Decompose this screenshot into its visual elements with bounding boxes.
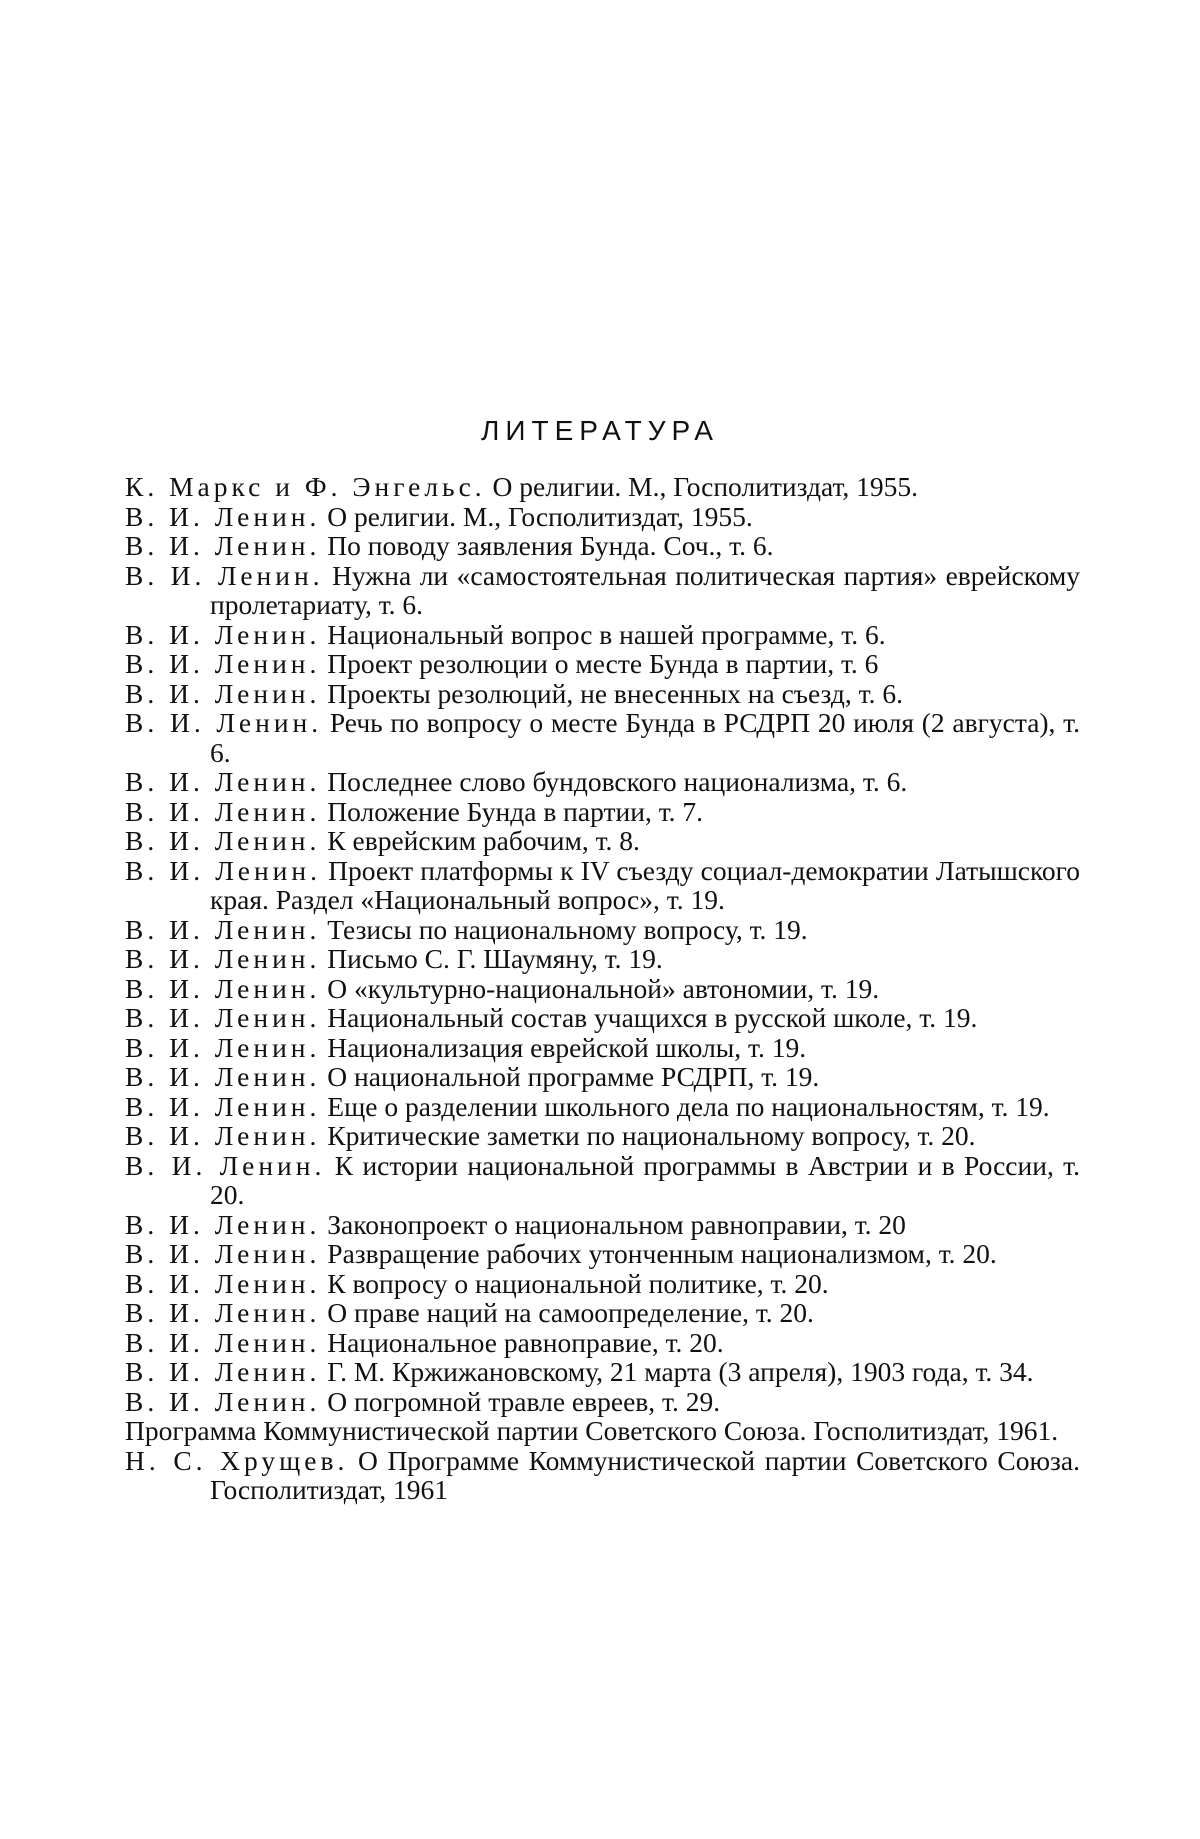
entry-author: В. И. Ленин. bbox=[125, 1267, 321, 1299]
page-title: ЛИТЕРАТУРА bbox=[481, 415, 719, 446]
entry-author: В. И. Ленин. bbox=[125, 913, 321, 945]
entry-text: Речь по вопросу о месте Бунда в РСДРП 20 июля (2 августа), т. 6. bbox=[210, 707, 1080, 768]
bibliography-entry bbox=[125, 1269, 1080, 1299]
entry-text: Национальный вопрос в нашей программе, т. 6. bbox=[327, 618, 886, 650]
bibliography-entry bbox=[125, 1239, 1080, 1269]
bibliography-entry bbox=[125, 531, 1080, 561]
entry-text: Последнее слово бундовского национализма, т. 6. bbox=[327, 766, 908, 797]
entry-author: В. И. Ленин. bbox=[125, 1297, 321, 1328]
entry-text: О религии. М., Госполитиздат, 1955. bbox=[492, 471, 919, 502]
entry-text: Проекты резолюций, не внесенных на съезд, т. 6. bbox=[327, 677, 903, 709]
entry-author: В. И. Ленин. bbox=[125, 795, 321, 827]
entry-author: В. И. Ленин. bbox=[125, 1356, 321, 1387]
bibliography-entry bbox=[125, 1446, 1080, 1505]
bibliography-entry bbox=[125, 1210, 1080, 1240]
bibliography-entry bbox=[125, 1033, 1080, 1063]
entry-text: Национализация еврейской школы, т. 19. bbox=[327, 1031, 807, 1063]
entry-text: Положение Бунда в партии, т. 7. bbox=[327, 795, 704, 827]
entry-text: О «культурно-национальной» автономии, т. 19. bbox=[327, 972, 880, 1004]
entry-author: В. И. Ленин. bbox=[125, 500, 321, 532]
bibliography-entry bbox=[125, 1357, 1080, 1387]
entry-author: В. И. Ленин. bbox=[125, 825, 321, 856]
entry-author: В. И. Ленин. bbox=[125, 1149, 326, 1181]
entry-author: В. И. Ленин. bbox=[125, 1031, 321, 1063]
entry-text: Письмо С. Г. Шаумяну, т. 19. bbox=[327, 943, 663, 974]
bibliography-entry bbox=[125, 767, 1080, 797]
bibliography-entry bbox=[125, 1298, 1080, 1328]
bibliography-entry bbox=[125, 1003, 1080, 1033]
entry-text: Тезисы по национальному вопросу, т. 19. bbox=[327, 913, 808, 945]
entry-author: В. И. Ленин. bbox=[125, 1061, 321, 1092]
bibliography-entry bbox=[125, 561, 1080, 620]
bibliography-entry bbox=[125, 1151, 1080, 1210]
bibliography-entry bbox=[125, 1092, 1080, 1122]
entry-author: В. И. Ленин. bbox=[125, 972, 321, 1004]
entry-author: В. И. Ленин. bbox=[125, 854, 321, 886]
entry-author: В. И. Ленин. bbox=[125, 1208, 321, 1240]
bibliography-entry bbox=[125, 472, 1080, 502]
bibliography-list bbox=[125, 472, 1080, 1505]
entry-author: В. И. Ленин. bbox=[125, 677, 321, 709]
bibliography-entry bbox=[125, 1062, 1080, 1092]
entry-text: Критические заметки по национальному вопросу, т. 20. bbox=[327, 1120, 976, 1151]
entry-text: О Программе Коммунистической партии Советского Союза. Госполитиздат, 1961 bbox=[210, 1444, 1080, 1505]
entry-author: В. И. Ленин. bbox=[125, 1238, 321, 1269]
entry-text: Национальное равноправие, т. 20. bbox=[327, 1326, 724, 1358]
entry-text: К еврейским рабочим, т. 8. bbox=[327, 825, 640, 856]
entry-author: В. И. Ленин. bbox=[125, 1090, 321, 1122]
entry-text: Еще о разделении школьного дела по национальностям, т. 19. bbox=[327, 1090, 1050, 1122]
entry-author: В. И. Ленин. bbox=[125, 1120, 321, 1151]
entry-text: К истории национальной программы в Австрии и в России, т. 20. bbox=[210, 1149, 1081, 1210]
bibliography-entry bbox=[125, 708, 1080, 767]
bibliography-entry bbox=[125, 620, 1080, 650]
bibliography-entry bbox=[125, 797, 1080, 827]
entry-author: В. И. Ленин. bbox=[125, 707, 323, 738]
entry-text: Национальный состав учащихся в русской школе, т. 19. bbox=[327, 1002, 978, 1033]
bibliography-entry bbox=[125, 826, 1080, 856]
entry-author: В. И. Ленин. bbox=[125, 618, 321, 650]
bibliography-entry bbox=[125, 944, 1080, 974]
entry-text: О национальной программе РСДРП, т. 19. bbox=[327, 1061, 820, 1092]
bibliography-entry bbox=[125, 679, 1080, 709]
bibliography-entry bbox=[125, 649, 1080, 679]
entry-text: О религии. М., Госполитиздат, 1955. bbox=[327, 500, 753, 532]
entry-text: Нужна ли «самостоятельная политическая партия» еврейскому пролетариату, т. 6. bbox=[210, 559, 1080, 620]
bibliography-entry bbox=[125, 1121, 1080, 1151]
entry-text: К вопросу о национальной политике, т. 20. bbox=[327, 1267, 829, 1299]
entry-author: В. И. Ленин. bbox=[125, 1326, 321, 1358]
entry-author: В. И. Ленин. bbox=[125, 559, 324, 591]
bibliography-entry bbox=[125, 1416, 1080, 1446]
entry-author: В. И. Ленин. bbox=[125, 648, 321, 679]
entry-text: Проект резолюции о месте Бунда в партии, т. 6 bbox=[327, 648, 879, 679]
bibliography-entry bbox=[125, 502, 1080, 532]
entry-text: По поводу заявления Бунда. Соч., т. 6. bbox=[327, 530, 774, 561]
entry-author: В. И. Ленин. bbox=[125, 1385, 321, 1417]
entry-text: Программа Коммунистической партии Советского Союза. Госполитиздат, 1961. bbox=[125, 1415, 1059, 1446]
entry-author: В. И. Ленин. bbox=[125, 766, 321, 797]
entry-author: В. И. Ленин. bbox=[125, 943, 321, 974]
bibliography-entry bbox=[125, 856, 1080, 915]
entry-author: В. И. Ленин. bbox=[125, 1002, 321, 1033]
entry-author: К. Маркс и Ф. Энгельс. bbox=[125, 471, 486, 502]
entry-text: Г. М. Кржижановскому, 21 марта (3 апреля), 1903 года, т. 34. bbox=[327, 1356, 1034, 1387]
entry-text: О праве наций на самоопределение, т. 20. bbox=[327, 1297, 814, 1328]
bibliography-entry bbox=[125, 974, 1080, 1004]
bibliography-entry bbox=[125, 1387, 1080, 1417]
entry-text: Развращение рабочих утонченным национализмом, т. 20. bbox=[327, 1238, 997, 1269]
entry-text: О погромной травле евреев, т. 29. bbox=[327, 1385, 721, 1417]
bibliography-entry bbox=[125, 1328, 1080, 1358]
entry-author: В. И. Ленин. bbox=[125, 530, 321, 561]
bibliography-entry bbox=[125, 915, 1080, 945]
entry-author: Н. С. Хрущев. bbox=[125, 1444, 349, 1476]
entry-text: Законопроект о национальном равноправии, т. 20 bbox=[327, 1208, 906, 1240]
entry-text: Проект платформы к IV съезду социал-демократии Латышского края. Раздел «Национальный вопрос», т. 19. bbox=[210, 854, 1081, 915]
